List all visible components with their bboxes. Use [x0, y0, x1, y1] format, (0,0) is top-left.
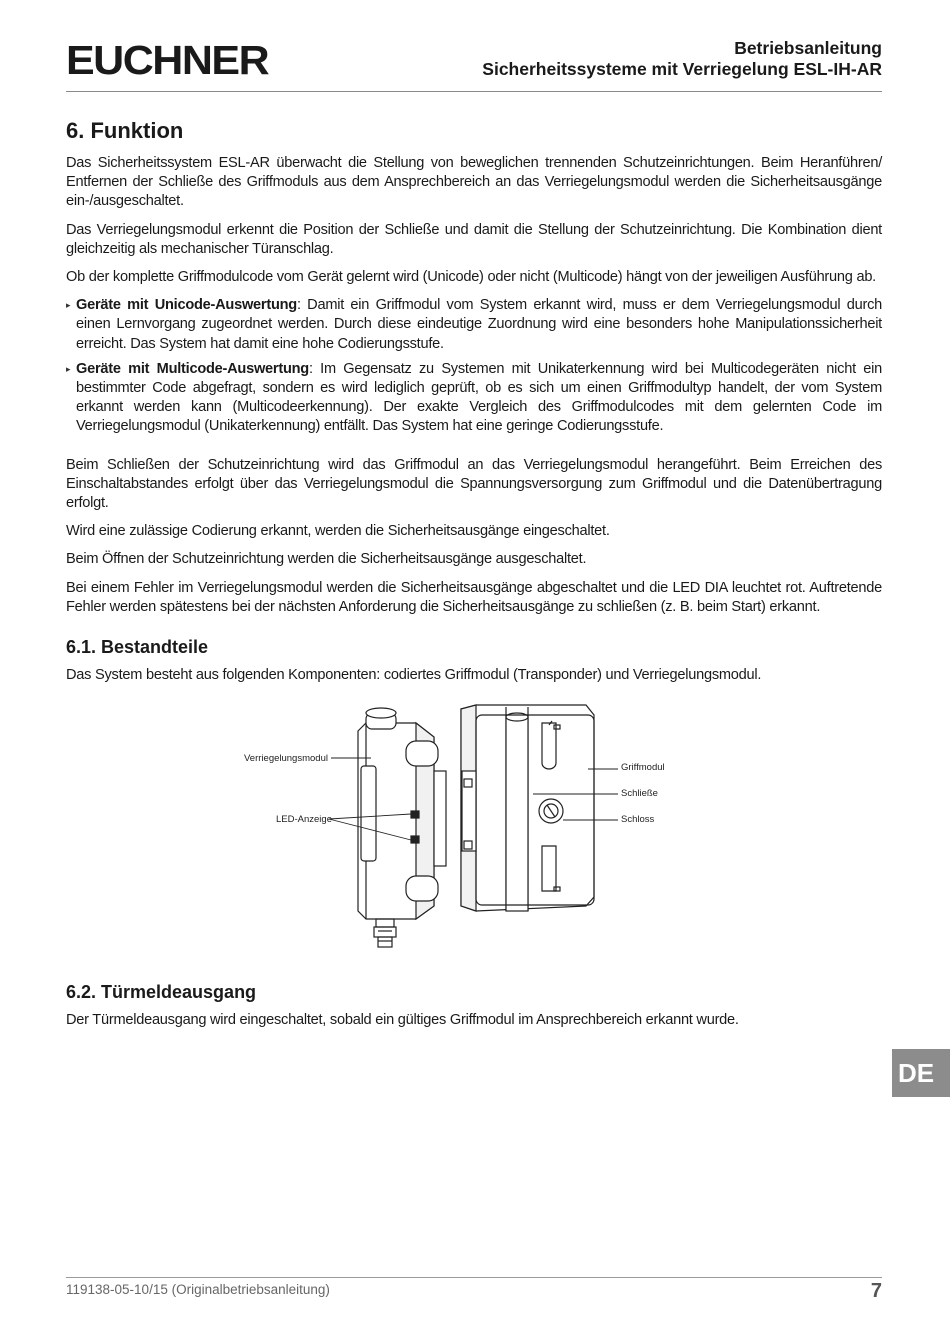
label-schliesse: Schließe — [621, 788, 658, 800]
footer-divider — [66, 1277, 882, 1278]
label-schloss: Schloss — [621, 814, 655, 826]
griffmodul-drawing — [461, 705, 594, 911]
label-griffmodul: Griffmodul — [621, 762, 665, 774]
list-item-bold-term: Geräte mit Multicode-Auswertung — [76, 360, 309, 377]
device-illustration — [66, 701, 882, 959]
list-item-multicode — [66, 360, 882, 437]
section-6-2-paragraph: Der Türmeldeausgang wird eingeschaltet, sobald ein gültiges Griffmodul im Ansprechbereich erkannt wurde. — [66, 1012, 739, 1029]
system-components-figure — [66, 701, 882, 959]
list-item-unicode — [66, 296, 882, 354]
verriegelungsmodul-drawing — [358, 708, 446, 947]
section-6-paragraph-4: Beim Schließen der Schutzeinrichtung wird das Griffmodul an das Verriegelungsmodul herangeführt. Beim Erreichen des Einschaltabstandes erfolgt über das Verriegelungsmodul die Spannungsversorgung zum Griffmodul und die Datenübertragung erfolgt. — [66, 456, 882, 512]
header-divider — [66, 91, 882, 92]
section-6-1-paragraph: Das System besteht aus folgenden Komponenten: codiertes Griffmodul (Transponder) und Verriegelungsmodul. — [66, 667, 762, 684]
list-item-bold-term: Geräte mit Unicode-Auswertung — [76, 297, 297, 314]
section-6-paragraph-7: Bei einem Fehler im Verriegelungsmodul werden die Sicherheitsausgänge abgeschaltet und die LED DIA leuchtet rot. Auftretende Fehler werden spätestens bei der nächsten Anforderung die Sicherheitsausgänge zu schließen (z. B. beim Start) erkannt. — [66, 579, 882, 615]
label-led-anzeige: LED-Anzeige — [276, 814, 332, 826]
evaluation-types-list — [66, 296, 882, 436]
header-title-line2: Sicherheitssysteme mit Verriegelung ESL-IH-AR — [482, 59, 882, 79]
section-6-2-heading: 6.2. Türmeldeausgang — [66, 982, 257, 1003]
page-number: 7 — [870, 1280, 882, 1302]
label-verriegelungsmodul: Verriegelungsmodul — [244, 753, 328, 765]
list-item-text: : Damit ein Griffmodul vom System erkannt wird, muss er dem Verriegelungsmodul durch einen Lernvorgang zugeordnet werden. Durch diese eindeutige Zuordnung wird eine besonders hohe Manipulationssicherheit erreicht. Das System hat damit eine hohe Codierungsstufe. — [76, 297, 882, 352]
section-6-1-heading: 6.1. Bestandteile — [66, 637, 209, 658]
section-6-paragraph-2: Das Verriegelungsmodul erkennt die Position der Schließe und damit die Stellung der Schutzeinrichtung. Die Kombination dient gleichzeitig als mechanischer Türanschlag. — [66, 221, 882, 257]
document-header-title — [482, 38, 882, 80]
language-tab: DE — [892, 1049, 950, 1097]
page-content — [66, 118, 882, 1039]
section-6-paragraph-1: Das Sicherheitssystem ESL-AR überwacht die Stellung von beweglichen trennenden Schutzeinrichtungen. Beim Heranführen/ Entfernen der Schließe des Griffmoduls aus dem Ansprechbereich an das Verriegelungsmodul werden die Sicherheitsausgänge ein-/ausgeschaltet. — [66, 155, 882, 210]
footer-document-number: 119138-05-10/15 (Originalbetriebsanleitung) — [66, 1282, 330, 1297]
section-6-paragraph-3: Ob der komplette Griffmodulcode vom Gerät gelernt wird (Unicode) oder nicht (Multicode) hängt von der jeweiligen Ausführung ab. — [66, 269, 876, 286]
bullet-arrow-icon: ▸ — [66, 363, 71, 374]
bullet-arrow-icon: ▸ — [66, 300, 71, 311]
section-6-paragraph-6: Beim Öffnen der Schutzeinrichtung werden die Sicherheitsausgänge ausgeschaltet. — [66, 551, 587, 568]
section-6-heading: 6. Funktion — [66, 118, 184, 143]
list-item-text: : Im Gegensatz zu Systemen mit Unikaterkennung wird bei Multicodegeräten nicht ein bestimmter Code abgefragt, sondern es wird lediglich geprüft, ob es sich um einen Griffmodultyp handelt, der vom System erkannt werden kann (Multicodeerkennung). Der exakte Vergleich des Griffmodulcodes mit dem gelernten Code im Verriegelungsmodul (Unikaterkennung) entfällt. Das System hat eine geringe Codierungsstufe. — [76, 360, 883, 435]
section-6-paragraph-5: Wird eine zulässige Codierung erkannt, werden die Sicherheitsausgänge eingeschaltet. — [66, 523, 610, 540]
header-title-line1: Betriebsanleitung — [734, 38, 882, 58]
euchner-logo: EUCHNER — [66, 38, 269, 84]
